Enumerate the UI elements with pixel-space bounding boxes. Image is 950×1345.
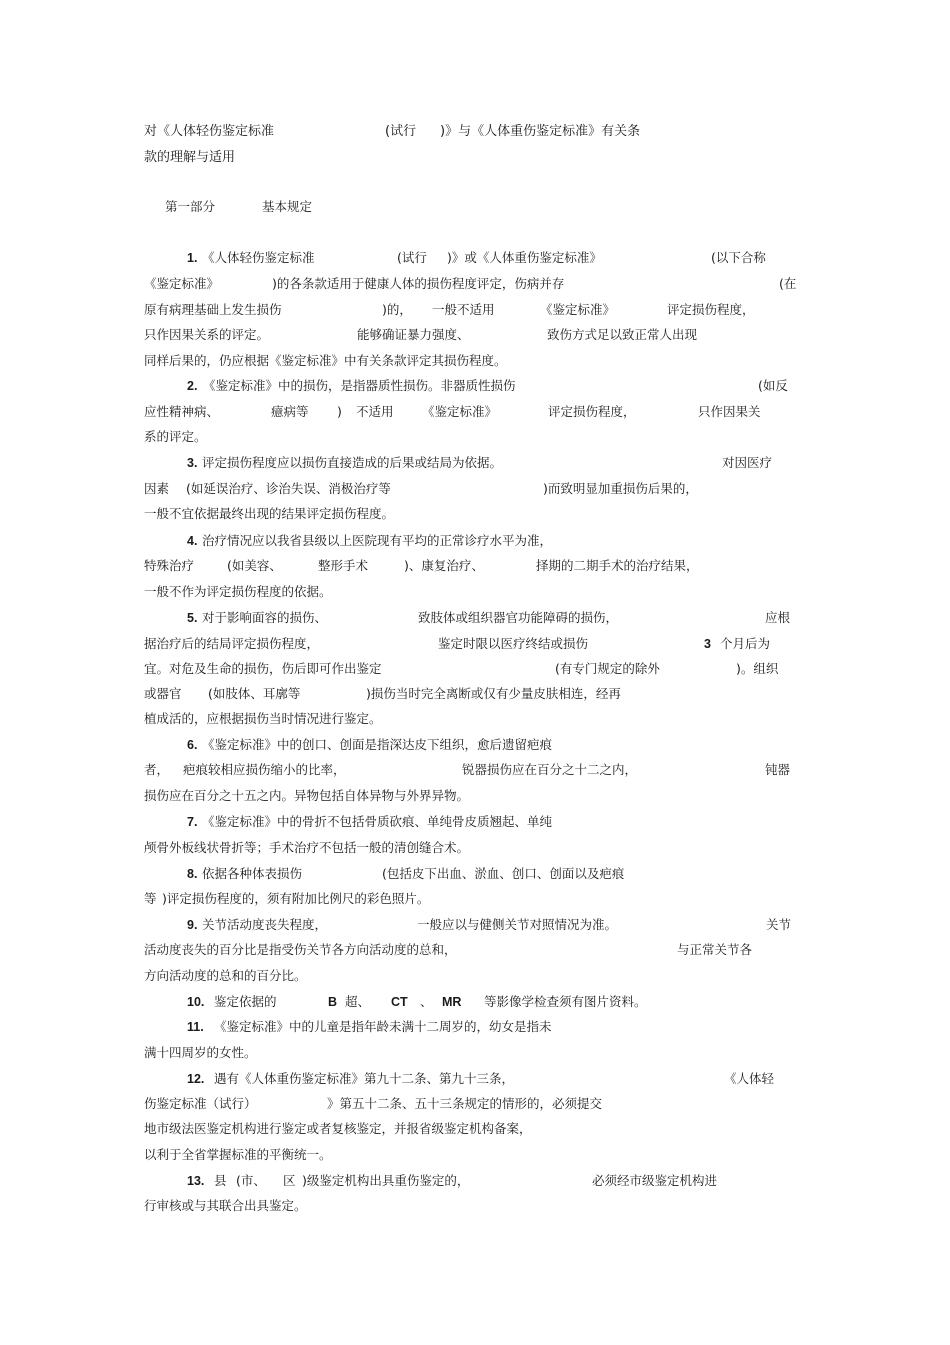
text-segment: 《鉴定标准》 [144,276,220,291]
text-segment: 一般不作为评定损伤程度的依据。 [144,584,332,599]
paragraph-12-line [0,1116,950,1142]
text-segment: 治疗情况应以我省县级以上医院现有平均的正常诊疗水平为准， [202,533,553,548]
text-segment: (如延误治疗、诊治失误、消极治疗等 [186,481,391,496]
text-segment: )而致明显加重损伤后果的， [543,481,698,496]
paragraph-3-line [0,450,950,476]
text-segment: 择期的二期手术的治疗结果， [536,558,699,573]
text-segment: 遇有《人体重伤鉴定标准》第九十二条、第九十三条， [214,1071,515,1086]
text-segment: 8. [187,867,198,881]
text-segment: 鉴定依据的 [214,994,277,1009]
paragraph-1-line [0,297,950,323]
text-segment: 5. [187,611,198,625]
text-segment: 锐器损伤应在百分之十二之内， [462,762,638,777]
text-segment: 2. [187,379,198,393]
paragraph-7-line [0,835,950,861]
text-segment: 评定损伤程度， [548,404,636,419]
text-segment: 能够确证暴力强度、 [357,327,470,342]
text-segment: (市、 [236,1173,266,1188]
text-segment: 系的评定。 [144,429,207,444]
paragraph-8-line [0,861,950,887]
paragraph-1-line [0,245,950,271]
text-segment: 癔病等 [271,404,309,419]
text-segment: (以下合称 [711,250,766,265]
text-segment: 1. [187,251,198,265]
text-segment: 原有病理基础上发生损伤 [144,302,282,317]
text-segment: 《鉴定标准》 [540,302,616,317]
text-segment: 款的理解与适用 [144,150,236,165]
paragraph-12-line [0,1066,950,1092]
text-segment: 3. [187,456,198,470]
text-segment: 9. [187,918,198,932]
text-segment: 伤鉴定标准（试行） [144,1096,257,1111]
text-segment: 13. [187,1174,205,1188]
text-segment: )损伤当时完全离断或仅有少量皮肤相连，经再 [366,686,621,701]
paragraph-3-line [0,501,950,527]
text-segment: )》或《人体重伤鉴定标准》 [447,250,602,265]
paragraph-5-line [0,605,950,631]
text-segment: 者， [144,762,170,777]
text-segment: )。组织 [736,661,779,676]
text-segment: 《鉴定标准》 [422,404,498,419]
text-segment: 致肢体或组织器官功能障碍的损伤， [418,610,619,625]
text-segment: 应性精神病、 [144,404,220,419]
text-segment: 《鉴定标准》中的骨折不包括骨质砍痕、单纯骨皮质翘起、单纯 [202,814,553,829]
paragraph-12-line [0,1142,950,1168]
text-segment: 基本规定 [262,199,313,214]
text-segment: 致伤方式足以致正常人出现 [547,327,698,342]
paragraph-2-line [0,373,950,399]
paragraph-5-line [0,681,950,707]
text-segment: 》第五十二条、五十三条规定的情形的，必须提交 [327,1096,603,1111]
paragraph-4-line [0,528,950,554]
text-segment: MR [442,995,462,1009]
text-segment: 、 [420,994,433,1009]
text-segment: 因素 [144,481,170,496]
text-segment: 鉴定时限以医疗终结或损伤 [438,636,589,651]
text-segment: )》与《人体重伤鉴定标准》有关条 [440,124,641,139]
paragraph-3-line [0,476,950,502]
text-segment: )的各条款适用于健康人体的损伤程度评定，伤病并存 [272,276,565,291]
text-segment: 评定损伤程度， [667,302,755,317]
text-segment: 个月后为 [720,636,771,651]
paragraph-2-line [0,424,950,450]
text-segment: (包括皮下出血、淤血、创口、创面以及疤痕 [382,866,625,881]
text-segment: 11. [187,1020,204,1034]
text-segment: 《鉴定标准》中的创口、创面是指深达皮下组织，愈后遗留疤痕 [202,737,553,752]
text-segment: 整形手术 [318,558,369,573]
paragraph-4-line [0,553,950,579]
paragraph-6-line [0,732,950,758]
text-segment: 不适用 [356,404,394,419]
text-segment: 与正常关节各 [677,942,753,957]
document-title-line [0,145,950,171]
text-segment: 对因医疗 [722,455,773,470]
paragraph-7-line [0,809,950,835]
section-heading [0,194,950,220]
text-segment: 评定损伤程度应以损伤直接造成的后果或结局为依据。 [202,455,503,470]
paragraph-1-line [0,348,950,374]
text-segment: (有专门规定的除外 [555,661,660,676]
paragraph-6-line [0,757,950,783]
text-segment: 应根 [765,610,791,625]
text-segment: CT [391,995,408,1009]
paragraph-11-line [0,1014,950,1040]
paragraph-5-line [0,706,950,732]
text-segment: 区 [283,1173,296,1188]
text-segment: 以利于全省掌握标准的平衡统一。 [144,1147,332,1162]
text-segment: 一般不适用 [432,302,495,317]
text-segment: )、康复治疗、 [404,558,484,573]
paragraph-9-line [0,912,950,938]
text-segment: 第一部分 [165,199,216,214]
text-segment: 地市级法医鉴定机构进行鉴定或者复核鉴定，并报省级鉴定机构备案， [144,1121,532,1136]
text-segment: 依据各种体表损伤 [202,866,303,881]
text-segment: 一般不宜依据最终出现的结果评定损伤程度。 [144,506,395,521]
text-segment: 《人体轻 [724,1071,775,1086]
text-segment: 特殊治疗 [144,558,195,573]
text-segment: 必须经市级鉴定机构进 [592,1173,718,1188]
text-segment: )的， [382,302,412,317]
text-segment: )级鉴定机构出具重伤鉴定的， [302,1173,470,1188]
text-segment: 12. [187,1072,205,1086]
text-segment: 疤痕较相应损伤缩小的比率， [183,762,346,777]
paragraph-5-line [0,631,950,657]
paragraph-10-line [0,989,950,1015]
text-segment: 等 [144,891,157,906]
text-segment: 7. [187,815,198,829]
text-segment: B [328,995,338,1009]
paragraph-8-line [0,886,950,912]
paragraph-13-line [0,1168,950,1194]
text-segment: 6. [187,738,198,752]
paragraph-2-line [0,399,950,425]
paragraph-13-line [0,1193,950,1219]
text-segment: 宜。对危及生命的损伤，伤后即可作出鉴定 [144,661,382,676]
paragraph-1-line [0,271,950,297]
paragraph-11-line [0,1040,950,1066]
text-segment: 等影像学检查须有图片资料。 [484,994,647,1009]
text-segment: )评定损伤程度的，须有附加比例尺的彩色照片。 [162,891,430,906]
text-segment: 钝器 [765,762,791,777]
text-segment: 《人体轻伤鉴定标准 [202,250,315,265]
text-segment: 《鉴定标准》中的损伤，是指器质性损伤。非器质性损伤 [203,378,516,393]
text-segment: 县 [214,1173,227,1188]
document-title-line [0,119,950,145]
paragraph-6-line [0,783,950,809]
text-segment: 据治疗后的结局评定损伤程度， [144,636,320,651]
text-segment: (如肢体、耳廓等 [208,686,301,701]
text-segment: 关节活动度丧失程度， [202,917,328,932]
text-segment: 颅骨外板线状骨折等；手术治疗不包括一般的清创缝合术。 [144,840,470,855]
paragraph-9-line [0,963,950,989]
text-segment: 损伤应在百分之十五之内。异物包括自体异物与外界异物。 [144,788,470,803]
text-segment: 只作因果关 [698,404,761,419]
text-segment: 满十四周岁的女性。 [144,1045,257,1060]
text-segment: 超、 [345,994,371,1009]
text-segment: (试行 [397,250,427,265]
paragraph-4-line [0,579,950,605]
text-segment: 4. [187,534,198,548]
text-segment: 只作因果关系的评定。 [144,327,270,342]
text-segment: 植成活的，应根据损伤当时情况进行鉴定。 [144,711,382,726]
text-segment: 活动度丧失的百分比是指受伤关节各方向活动度的总和， [144,942,457,957]
text-segment: (试行 [385,124,417,139]
text-segment: 10. [187,995,205,1009]
text-segment: 对于影响面容的损伤、 [202,610,328,625]
paragraph-5-line [0,656,950,682]
paragraph-9-line [0,937,950,963]
text-segment: 3 [704,637,711,651]
text-segment: 关节 [766,917,792,932]
text-segment: 《鉴定标准》中的儿童是指年龄未满十二周岁的，幼女是指未 [214,1019,552,1034]
paragraph-12-line [0,1091,950,1117]
text-segment: 方向活动度的总和的百分比。 [144,968,307,983]
text-segment: 同样后果的，仍应根据《鉴定标准》中有关条款评定其损伤程度。 [144,353,507,368]
text-segment: ) [337,404,342,419]
text-segment: 一般应以与健侧关节对照情况为准。 [417,917,618,932]
text-segment: 行审核或与其联合出具鉴定。 [144,1198,307,1213]
text-segment: (如反 [758,378,788,393]
paragraph-1-line [0,322,950,348]
text-segment: 或器官 [144,686,182,701]
text-segment: (在 [779,276,797,291]
text-segment: 对《人体轻伤鉴定标准 [144,124,275,139]
text-segment: (如美容、 [227,558,282,573]
